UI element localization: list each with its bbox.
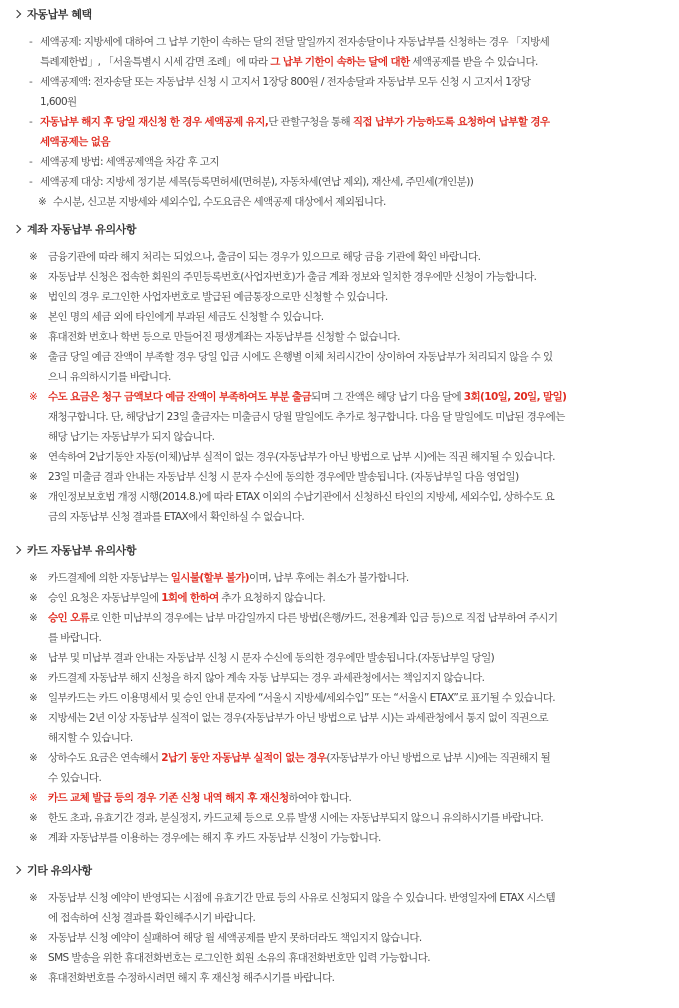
text-line <box>48 568 679 588</box>
note-mark: ※ <box>29 351 38 363</box>
body-text: 승인 요청은 자동납부일에 <box>48 592 162 604</box>
note-item <box>0 928 679 948</box>
section-other-notes <box>0 861 679 988</box>
emphasis-text: 수도 요금은 청구 금액보다 예금 잔액이 부족하여도 부분 출금 <box>48 391 312 403</box>
note-mark: ※ <box>38 196 47 208</box>
text-line <box>48 728 679 748</box>
body-text: SMS 발송을 위한 휴대전화번호는 로그인한 회원 소유의 휴대전화번호만 입력 가능합니다. <box>48 952 430 964</box>
list-item <box>0 112 679 152</box>
note-mark: ※ <box>29 932 38 944</box>
note-mark: ※ <box>29 672 38 684</box>
body-text: 로 인한 미납부의 경우에는 납부 마감일까지 다른 방법(은행/카드, 전용계좌 입금 등)으로 직접 납부하여 주시기 <box>89 612 558 624</box>
text-line <box>48 247 679 267</box>
note-mark: ※ <box>29 251 38 263</box>
text-line <box>48 307 679 327</box>
note-item <box>0 588 679 608</box>
note-item <box>0 748 679 788</box>
body-text: 휴대전화 번호나 학번 등으로 만들어진 평생계좌는 자동납부를 신청할 수 없습니다. <box>48 331 400 343</box>
note-item <box>0 648 679 668</box>
text-line <box>48 908 679 928</box>
body-text: 23일 미출금 결과 안내는 자동납부 신청 시 문자 수신에 동의한 경우에만 발송됩니다. (자동납부일 다음 영업일) <box>48 471 519 483</box>
chevron-right-icon <box>13 10 21 18</box>
section-heading-text: 기타 유의사항 <box>27 864 92 877</box>
note-item <box>0 387 679 447</box>
note-mark: ※ <box>29 972 38 984</box>
emphasis-text: 2납기 동안 자동납부 실적이 없는 경우 <box>161 752 327 764</box>
text-line <box>48 407 679 427</box>
body-text: 수시분, 신고분 지방세와 세외수입, 수도요금은 세액공제 대상에서 제외됩니다. <box>53 196 386 208</box>
text-line <box>48 808 679 828</box>
note-item <box>0 708 679 748</box>
text-line <box>48 327 679 347</box>
note-item <box>0 568 679 588</box>
body-text: (자동납부가 아닌 방법으로 납부 시)에는 직권해지 될 <box>326 752 551 764</box>
body-text: 해당 납기는 자동납부가 되지 않습니다. <box>48 431 215 443</box>
body-text: 지방세는 2년 이상 자동납부 실적이 없는 경우(자동납부가 아닌 방법으로 납부 시)는 과세관청에서 통지 없이 직권으로 <box>48 712 548 724</box>
body-text: 이며, 납부 후에는 취소가 불가합니다. <box>249 572 409 584</box>
text-line <box>48 708 679 728</box>
body-text: 출금 당일 예금 잔액이 부족할 경우 당일 입금 시에도 은행별 이체 처리시간이 상이하여 자동납부가 처리되지 않을 수 있 <box>48 351 553 363</box>
body-text: 세액공제를 받을 수 있습니다. <box>409 56 538 68</box>
text-line <box>48 628 679 648</box>
list-item <box>0 172 679 192</box>
emphasis-text: 직접 납부가 가능하도록 요청하여 납부할 경우 <box>352 116 550 128</box>
list-item <box>0 72 679 112</box>
section-heading <box>0 861 679 881</box>
note-item <box>0 287 679 307</box>
text-line <box>40 132 679 152</box>
note-mark: ※ <box>29 812 38 824</box>
text-line <box>40 152 679 172</box>
text-line <box>48 888 679 908</box>
note-mark: ※ <box>29 692 38 704</box>
section-heading <box>0 5 679 25</box>
emphasis-text: 자동납부 해지 후 당일 재신청 한 경우 세액공제 유지, <box>40 116 269 128</box>
note-mark: ※ <box>29 592 38 604</box>
section-card-notes <box>0 541 679 848</box>
note-mark: ※ <box>29 491 38 503</box>
text-line <box>48 427 679 447</box>
text-line <box>48 367 679 387</box>
text-line <box>48 267 679 287</box>
text-line <box>48 447 679 467</box>
section-heading-text: 계좌 자동납부 유의사항 <box>27 223 137 236</box>
note-item <box>0 888 679 928</box>
text-line <box>48 588 679 608</box>
note-item <box>0 447 679 467</box>
note-mark: ※ <box>29 792 38 804</box>
body-text: 금의 자동납부 신청 결과를 ETAX에서 확인하실 수 없습니다. <box>48 511 305 523</box>
text-line <box>48 688 679 708</box>
chevron-right-icon <box>13 866 21 874</box>
body-text: 자동납부 신청 예약이 실패하여 해당 월 세액공제를 받지 못하더라도 책임지지 않습니다. <box>48 932 422 944</box>
note-mark: ※ <box>29 952 38 964</box>
text-line <box>48 968 679 988</box>
section-account-notes <box>0 220 679 527</box>
text-line <box>40 92 679 112</box>
body-text: 일부카드는 카드 이용명세서 및 승인 안내 문자에 “서울시 지방세/세외수입” 또는 “서울시 ETAX”로 표기될 수 있습니다. <box>48 692 556 704</box>
section-benefits <box>0 5 679 212</box>
text-line <box>48 668 679 688</box>
emphasis-text: 일시불(할부 불가) <box>170 572 249 584</box>
body-text: 으니 유의하시기를 바랍니다. <box>48 371 171 383</box>
body-text: 법인의 경우 로그인한 사업자번호로 발급된 예금통장으로만 신청할 수 있습니다. <box>48 291 388 303</box>
note-mark: ※ <box>29 652 38 664</box>
text-line <box>48 467 679 487</box>
note-mark: ※ <box>29 451 38 463</box>
body-text: 1,600원 <box>40 96 77 108</box>
body-text: 휴대전화번호를 수정하시려면 해지 후 재신청 해주시기를 바랍니다. <box>48 972 335 984</box>
section-heading <box>0 220 679 240</box>
note-item <box>0 948 679 968</box>
body-text: 금융기관에 따라 해지 처리는 되었으나, 출금이 되는 경우가 있으므로 해당 금융 기관에 확인 바랍니다. <box>48 251 481 263</box>
body-text: 자동납부 신청은 접속한 회원의 주민등록번호(사업자번호)가 출금 계좌 정보와 일치한 경우에만 신청이 가능합니다. <box>48 271 537 283</box>
emphasis-text: 1회에 한하여 <box>161 592 219 604</box>
note-mark: ※ <box>29 752 38 764</box>
body-text: 수 있습니다. <box>48 772 102 784</box>
body-text: 해지할 수 있습니다. <box>48 732 133 744</box>
text-line <box>40 112 679 132</box>
text-line <box>48 768 679 788</box>
note-mark: ※ <box>29 832 38 844</box>
note-item <box>0 487 679 527</box>
body-text: 상하수도 요금은 연속해서 <box>48 752 162 764</box>
note-item <box>0 267 679 287</box>
chevron-right-icon <box>13 225 21 233</box>
note-item <box>0 608 679 648</box>
item-list <box>0 888 679 988</box>
note-mark: ※ <box>29 471 38 483</box>
list-item <box>0 152 679 172</box>
body-text: 하여야 합니다. <box>288 792 352 804</box>
note-item <box>0 327 679 347</box>
body-text: 세액공제 방법: 세액공제액을 차감 후 고지 <box>40 156 219 168</box>
text-line <box>48 507 679 527</box>
body-text: 세액공제: 지방세에 대하여 그 납부 기한이 속하는 달의 전달 말일까지 전자송달이나 자동납부를 신청하는 경우 「지방세 <box>40 36 550 48</box>
body-text: 특례제한법」, 「서울특별시 시세 감면 조례」에 따라 <box>40 56 271 68</box>
body-text: 연속하여 2납기동안 자동(이체)납부 실적이 없는 경우(자동납부가 아닌 방법으로 납부 시)에는 직권 해지될 수 있습니다. <box>48 451 555 463</box>
text-line <box>48 347 679 367</box>
emphasis-text: 승인 오류 <box>48 612 90 624</box>
note-mark: ※ <box>29 291 38 303</box>
note-mark: ※ <box>29 612 38 624</box>
text-line <box>48 928 679 948</box>
item-list <box>0 247 679 527</box>
text-line <box>40 52 679 72</box>
body-text: 에 접속하여 신청 결과를 확인해주시기 바랍니다. <box>48 912 256 924</box>
text-line <box>40 72 679 92</box>
note-mark: ※ <box>29 712 38 724</box>
list-item <box>0 32 679 72</box>
chevron-right-icon <box>13 546 21 554</box>
text-line <box>48 828 679 848</box>
note-mark: ※ <box>29 892 38 904</box>
body-text: 카드결제에 의한 자동납부는 <box>48 572 171 584</box>
body-text: 본인 명의 세금 외에 타인에게 부과된 세금도 신청할 수 있습니다. <box>48 311 324 323</box>
note-item <box>0 307 679 327</box>
body-text: 한도 초과, 유효기간 경과, 분실정지, 카드교체 등으로 오류 발생 시에는 자동납부되지 않으니 유의하시기를 바랍니다. <box>48 812 544 824</box>
note-item <box>0 467 679 487</box>
note-mark: ※ <box>29 331 38 343</box>
note-mark: ※ <box>29 271 38 283</box>
text-line <box>53 192 679 212</box>
body-text: 단 관할구청을 통해 <box>268 116 353 128</box>
body-text: 되며 그 잔액은 해당 납기 다음 달에 <box>311 391 464 403</box>
section-heading <box>0 541 679 561</box>
body-text: 카드결제 자동납부 해지 신청을 하지 않아 계속 자동 납부되는 경우 과세관청에서는 책임지지 않습니다. <box>48 672 485 684</box>
note-item <box>0 347 679 387</box>
note-item <box>0 808 679 828</box>
emphasis-text: 세액공제는 없음 <box>40 136 110 148</box>
item-list <box>0 568 679 848</box>
body-text: 납부 및 미납부 결과 안내는 자동납부 신청 시 문자 수신에 동의한 경우에만 발송됩니다.(자동납부일 당일) <box>48 652 495 664</box>
body-text: 추가 요청하지 않습니다. <box>218 592 326 604</box>
body-text: 세액공제 대상: 지방세 정기분 세목(등록면허세(면허분), 자동차세(연납 제외), 재산세, 주민세(개인분)) <box>40 176 474 188</box>
emphasis-text: 카드 교체 발급 등의 경우 기존 신청 내역 해지 후 재신청 <box>48 792 289 804</box>
note-item <box>0 668 679 688</box>
text-line <box>48 287 679 307</box>
section-heading-text: 카드 자동납부 유의사항 <box>27 544 137 557</box>
note-item <box>0 828 679 848</box>
emphasis-text: 3회(10일, 20일, 말일) <box>463 391 567 403</box>
body-text: 재청구합니다. 단, 해당납기 23일 출금자는 미출금시 당월 말일에도 추가로 청구합니다. 다음 달 말일에도 미납된 경우에는 <box>48 411 565 423</box>
body-text: 개인정보보호법 개정 시행(2014.8.)에 따라 ETAX 이외의 수납기관에서 신청하신 타인의 지방세, 세외수입, 상하수도 요 <box>48 491 555 503</box>
emphasis-text: 그 납부 기한이 속하는 달에 대한 <box>270 56 410 68</box>
note-mark: ※ <box>29 391 38 403</box>
text-line <box>48 487 679 507</box>
item-list <box>0 32 679 212</box>
text-line <box>48 608 679 628</box>
text-line <box>40 32 679 52</box>
note-item <box>0 968 679 988</box>
note-mark: ※ <box>29 311 38 323</box>
text-line <box>40 172 679 192</box>
note-item <box>0 247 679 267</box>
body-text: 세액공제액: 전자송달 또는 자동납부 신청 시 고지서 1장당 800원 / 전자송달과 자동납부 모두 신청 시 고지서 1장당 <box>40 76 531 88</box>
section-heading-text: 자동납부 혜택 <box>27 8 92 21</box>
text-line <box>48 387 679 407</box>
note-item <box>0 788 679 808</box>
text-line <box>48 948 679 968</box>
note-mark: ※ <box>29 572 38 584</box>
note-item <box>0 688 679 708</box>
text-line <box>48 648 679 668</box>
text-line <box>48 748 679 768</box>
text-line <box>48 788 679 808</box>
body-text: 자동납부 신청 예약이 반영되는 시점에 유효기간 만료 등의 사유로 신청되지 않을 수 있습니다. 반영일자에 ETAX 시스템 <box>48 892 555 904</box>
sub-note <box>0 192 679 212</box>
body-text: 를 바랍니다. <box>48 632 102 644</box>
body-text: 계좌 자동납부를 이용하는 경우에는 해지 후 카드 자동납부 신청이 가능합니다. <box>48 832 381 844</box>
